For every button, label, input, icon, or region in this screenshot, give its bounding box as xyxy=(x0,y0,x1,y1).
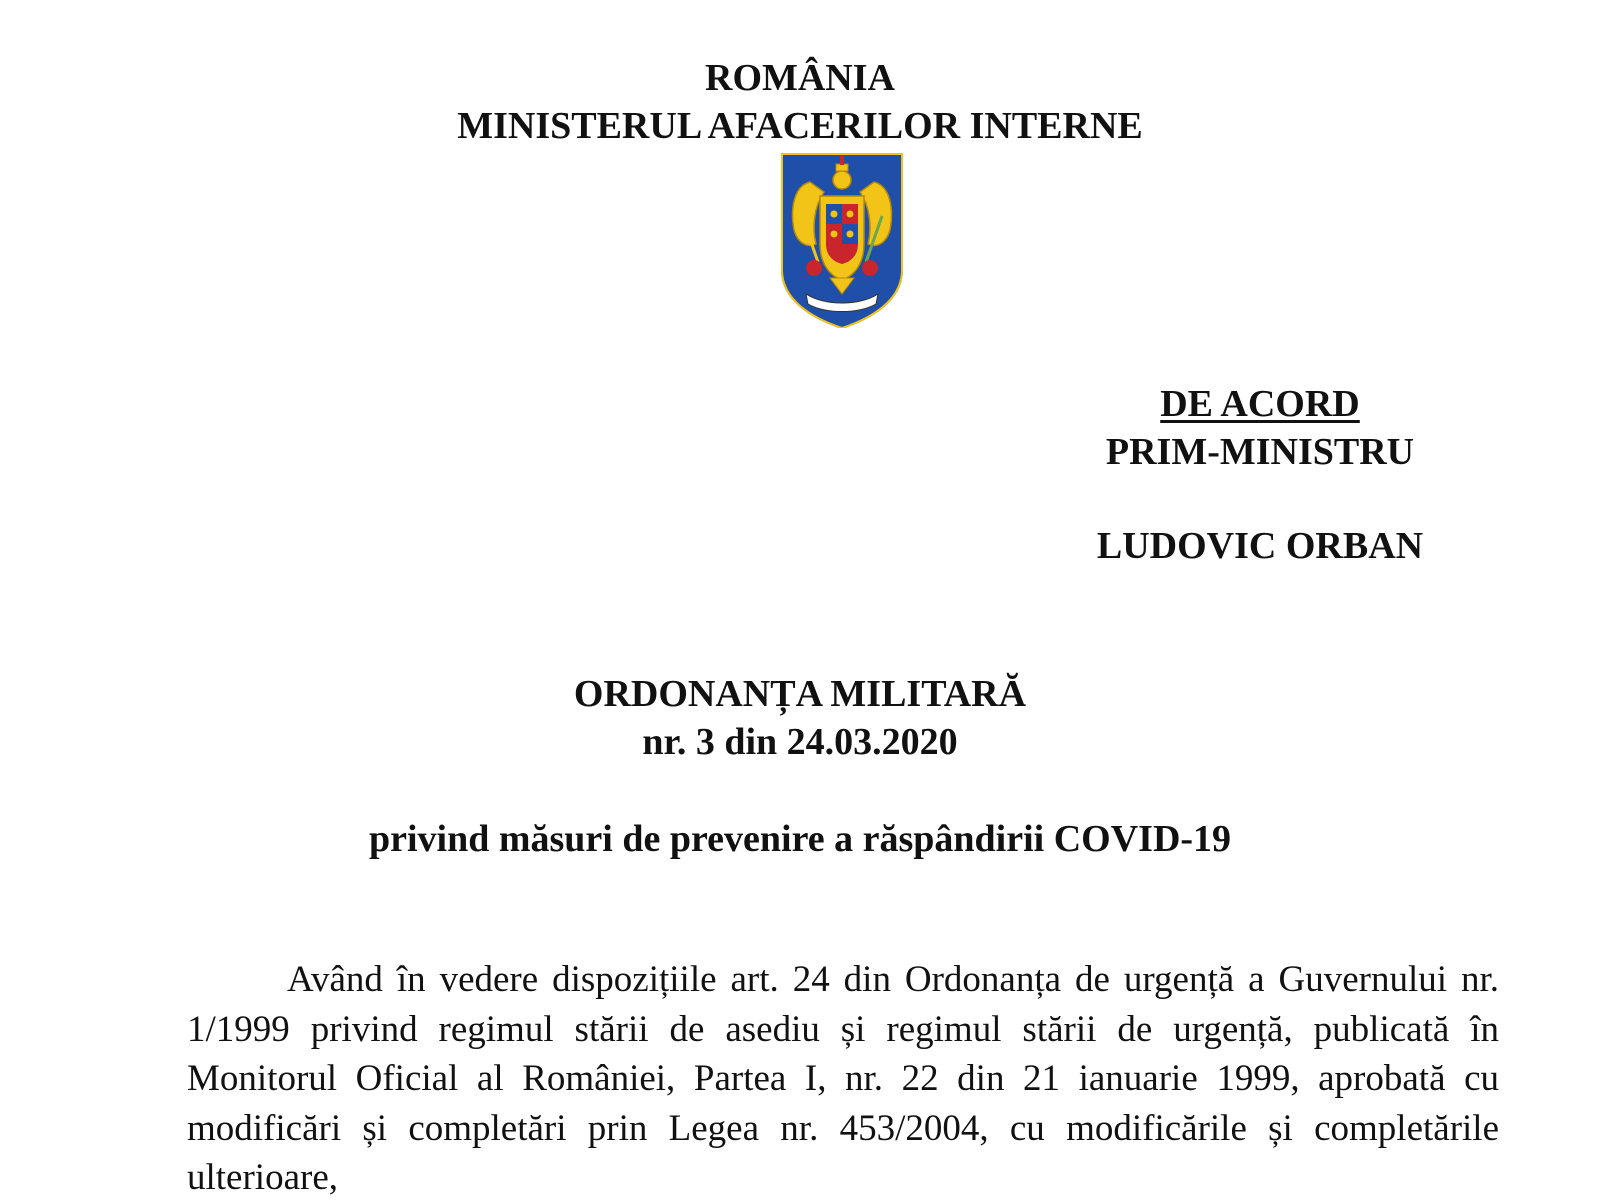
document-title-block xyxy=(0,670,1600,766)
ministry-heading: MINISTERUL AFACERILOR INTERNE xyxy=(457,105,1143,147)
approval-name: LUDOVIC ORBAN xyxy=(1096,525,1424,567)
country-heading: ROMÂNIA xyxy=(705,57,895,99)
document-number: nr. 3 din 24.03.2020 xyxy=(642,721,958,763)
preamble-paragraph: Având în vedere dispozițiile art. 24 din Ordonanța de urgență a Guvernului nr. 1/1999 privind regimul stării de asediu și regimul stării de urgență, publicată în Monitorul Oficial al României, Partea I, nr. 22 din 21 ianuarie 1999, aprobată cu modificări și completări prin Legea nr. 453/2004, cu modificările și completările ulterioare, xyxy=(187,959,1499,1198)
approval-block xyxy=(1080,380,1440,570)
coat-of-arms-icon xyxy=(780,152,904,328)
approval-role: PRIM-MINISTRU xyxy=(1105,431,1415,473)
document-subject: privind măsuri de prevenire a răspândirii COVID-19 xyxy=(368,818,1232,860)
approval-label: DE ACORD xyxy=(1160,383,1360,425)
document-title: ORDONANȚA MILITARĂ xyxy=(573,673,1027,715)
document-header xyxy=(0,54,1600,150)
